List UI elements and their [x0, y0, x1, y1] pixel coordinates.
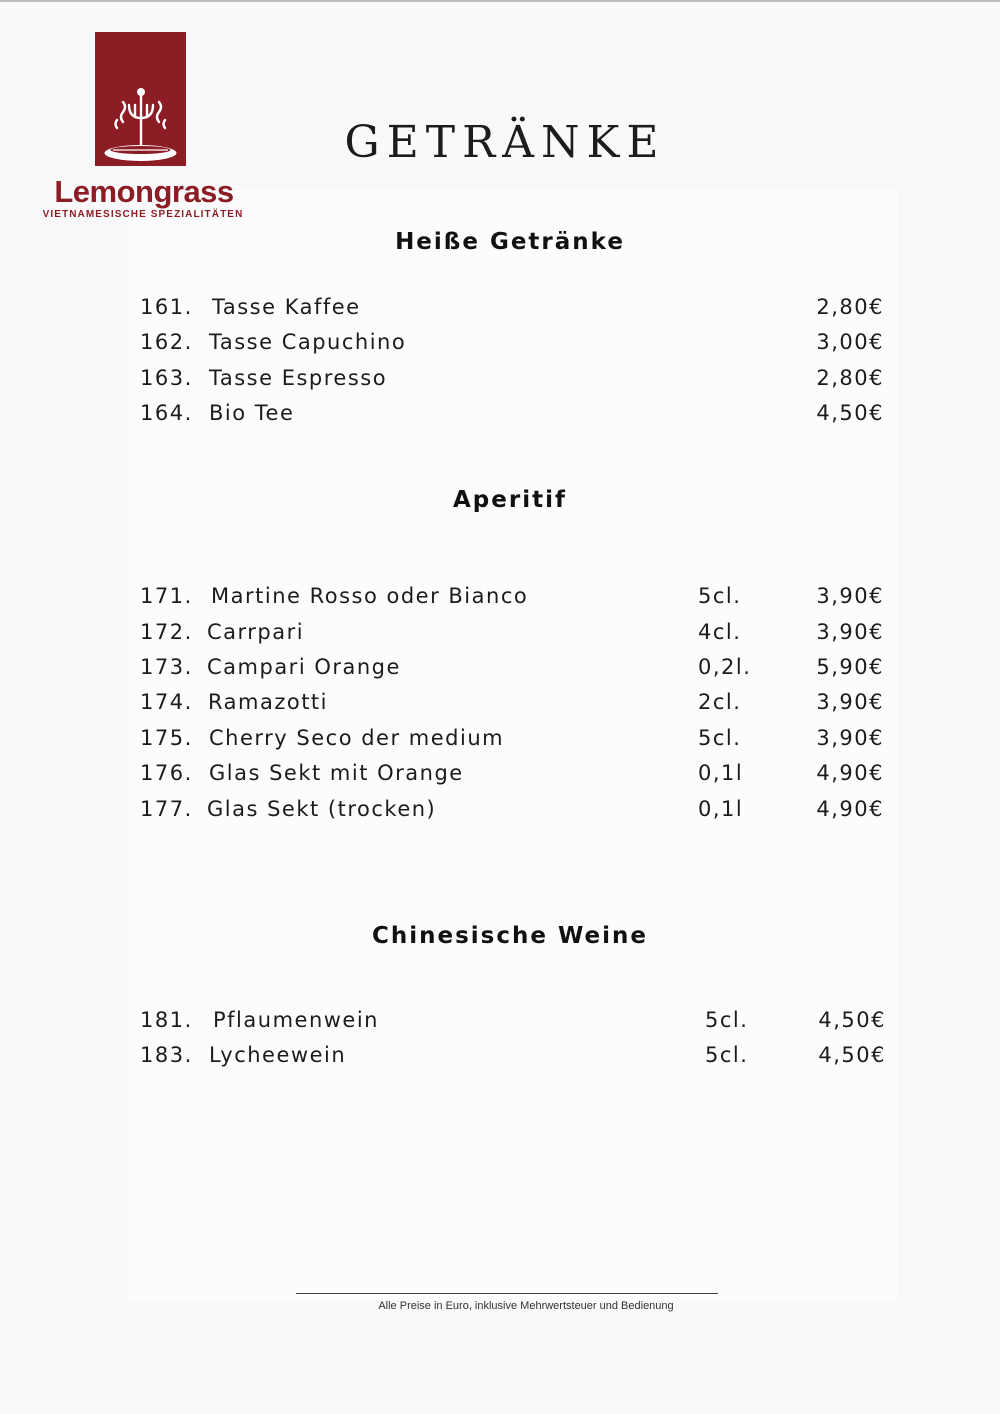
item-name: Lycheewein: [209, 1043, 347, 1067]
grill-skewer-icon: [95, 32, 186, 166]
item-number: 162.: [140, 330, 193, 354]
item-number: 183.: [140, 1043, 193, 1067]
item-volume: 0,1l: [698, 761, 744, 785]
item-price: 3,90€: [816, 584, 884, 608]
item-price: 4,50€: [816, 401, 884, 425]
item-price: 3,90€: [816, 620, 884, 644]
item-price: 4,50€: [818, 1043, 886, 1067]
item-volume: 0,2l.: [698, 655, 752, 679]
menu-item: [140, 620, 890, 656]
item-number: 161.: [140, 295, 193, 319]
section-heading-chinese-wines: Chinesische Weine: [372, 923, 648, 949]
brand-tagline: VIETNAMESISCHE SPEZIALITÄTEN: [42, 209, 244, 220]
item-price: 3,90€: [816, 690, 884, 714]
item-number: 163.: [140, 366, 193, 390]
menu-item: [140, 1008, 890, 1044]
section-heading-aperitif: Aperitif: [453, 487, 567, 513]
item-number: 172.: [140, 620, 193, 644]
section-heading-hot-drinks: Heiße Getränke: [395, 229, 625, 255]
item-volume: 5cl.: [705, 1043, 749, 1067]
item-name: Campari Orange: [207, 655, 401, 679]
menu-item: [140, 330, 890, 366]
item-name: Martine Rosso oder Bianco: [211, 584, 529, 608]
item-volume: 5cl.: [698, 726, 742, 750]
item-price: 2,80€: [816, 295, 884, 319]
menu-item: [140, 366, 890, 402]
top-border-line: [0, 0, 1000, 2]
item-price: 5,90€: [816, 655, 884, 679]
menu-item: [140, 295, 890, 331]
item-number: 174.: [140, 690, 193, 714]
menu-item: [140, 690, 890, 726]
menu-item: [140, 726, 890, 762]
item-price: 3,90€: [816, 726, 884, 750]
item-price: 4,50€: [818, 1008, 886, 1032]
menu-item: [140, 655, 890, 691]
item-volume: 4cl.: [698, 620, 742, 644]
menu-item: [140, 584, 890, 620]
item-volume: 0,1l: [698, 797, 744, 821]
item-number: 164.: [140, 401, 193, 425]
item-price: 4,90€: [816, 761, 884, 785]
item-name: Carrpari: [207, 620, 305, 644]
item-number: 175.: [140, 726, 193, 750]
item-volume: 5cl.: [705, 1008, 749, 1032]
item-number: 171.: [140, 584, 193, 608]
page-title: GETRÄNKE: [344, 117, 666, 169]
menu-item: [140, 761, 890, 797]
lemongrass-logo: [95, 32, 186, 166]
item-name: Cherry Seco der medium: [209, 726, 505, 750]
item-price: 4,90€: [816, 797, 884, 821]
item-number: 173.: [140, 655, 193, 679]
menu-item: [140, 1043, 890, 1079]
menu-item: [140, 401, 890, 437]
item-number: 181.: [140, 1008, 193, 1032]
item-name: Ramazotti: [208, 690, 328, 714]
item-volume: 2cl.: [698, 690, 742, 714]
item-price: 2,80€: [816, 366, 884, 390]
item-volume: 5cl.: [698, 584, 742, 608]
footer-note: Alle Preise in Euro, inklusive Mehrwertsteuer und Bedienung: [378, 1300, 674, 1312]
item-number: 177.: [140, 797, 193, 821]
item-price: 3,00€: [816, 330, 884, 354]
menu-item: [140, 797, 890, 833]
item-name: Tasse Capuchino: [209, 330, 407, 354]
item-name: Bio Tee: [209, 401, 295, 425]
item-name: Glas Sekt mit Orange: [209, 761, 464, 785]
item-name: Tasse Kaffee: [212, 295, 361, 319]
footer-divider: [296, 1293, 718, 1294]
item-name: Pflaumenwein: [213, 1008, 379, 1032]
item-name: Glas Sekt (trocken): [207, 797, 437, 821]
item-name: Tasse Espresso: [209, 366, 388, 390]
item-number: 176.: [140, 761, 193, 785]
brand-name: Lemongrass: [54, 174, 234, 209]
